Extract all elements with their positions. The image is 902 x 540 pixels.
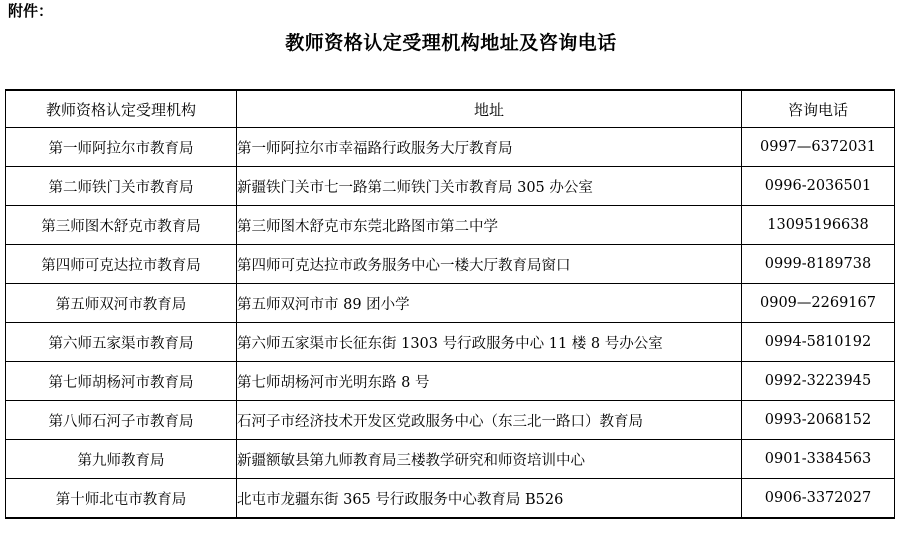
institution-cell: 第十师北屯市教育局 [6,479,237,519]
institution-cell: 第七师胡杨河市教育局 [6,362,237,401]
institution-cell: 第四师可克达拉市教育局 [6,245,237,284]
page-title: 教师资格认定受理机构地址及咨询电话 [285,32,617,54]
address-cell: 新疆铁门关市七一路第二师铁门关市教育局 305 办公室 [237,167,742,206]
phone-cell: 0906-3372027 [742,479,895,519]
attachment-label: 附件： [8,2,54,20]
table-row [6,167,895,206]
phone-cell: 0996-2036501 [742,167,895,206]
table-row [6,440,895,479]
address-cell: 第一师阿拉尔市幸福路行政服务大厅教育局 [237,128,742,167]
institution-cell: 第一师阿拉尔市教育局 [6,128,237,167]
address-cell: 第六师五家渠市长征东街 1303 号行政服务中心 11 楼 8 号办公室 [237,323,742,362]
institution-table [5,89,895,519]
table-header-row [6,90,895,128]
table-row [6,128,895,167]
address-cell: 第五师双河市市 89 团小学 [237,284,742,323]
table-row [6,245,895,284]
address-cell: 第三师图木舒克市东莞北路图市第二中学 [237,206,742,245]
address-cell: 新疆额敏县第九师教育局三楼教学研究和师资培训中心 [237,440,742,479]
institution-cell: 第五师双河市教育局 [6,284,237,323]
phone-cell: 0909—2269167 [742,284,895,323]
phone-cell: 0999-8189738 [742,245,895,284]
address-cell: 第四师可克达拉市政务服务中心一楼大厅教育局窗口 [237,245,742,284]
institution-cell: 第八师石河子市教育局 [6,401,237,440]
phone-cell: 0994-5810192 [742,323,895,362]
address-cell: 石河子市经济技术开发区党政服务中心（东三北一路口）教育局 [237,401,742,440]
header-address: 地址 [237,90,742,128]
phone-cell: 0901-3384563 [742,440,895,479]
phone-cell: 13095196638 [742,206,895,245]
header-phone: 咨询电话 [742,90,895,128]
table-row [6,323,895,362]
table-row [6,479,895,519]
institution-cell: 第九师教育局 [6,440,237,479]
address-cell: 第七师胡杨河市光明东路 8 号 [237,362,742,401]
phone-cell: 0993-2068152 [742,401,895,440]
phone-cell: 0992-3223945 [742,362,895,401]
table-row [6,206,895,245]
address-cell: 北屯市龙疆东街 365 号行政服务中心教育局 B526 [237,479,742,519]
institution-cell: 第六师五家渠市教育局 [6,323,237,362]
institution-cell: 第三师图木舒克市教育局 [6,206,237,245]
table-row [6,401,895,440]
header-institution: 教师资格认定受理机构 [6,90,237,128]
phone-cell: 0997—6372031 [742,128,895,167]
table-row [6,362,895,401]
table-row [6,284,895,323]
institution-cell: 第二师铁门关市教育局 [6,167,237,206]
